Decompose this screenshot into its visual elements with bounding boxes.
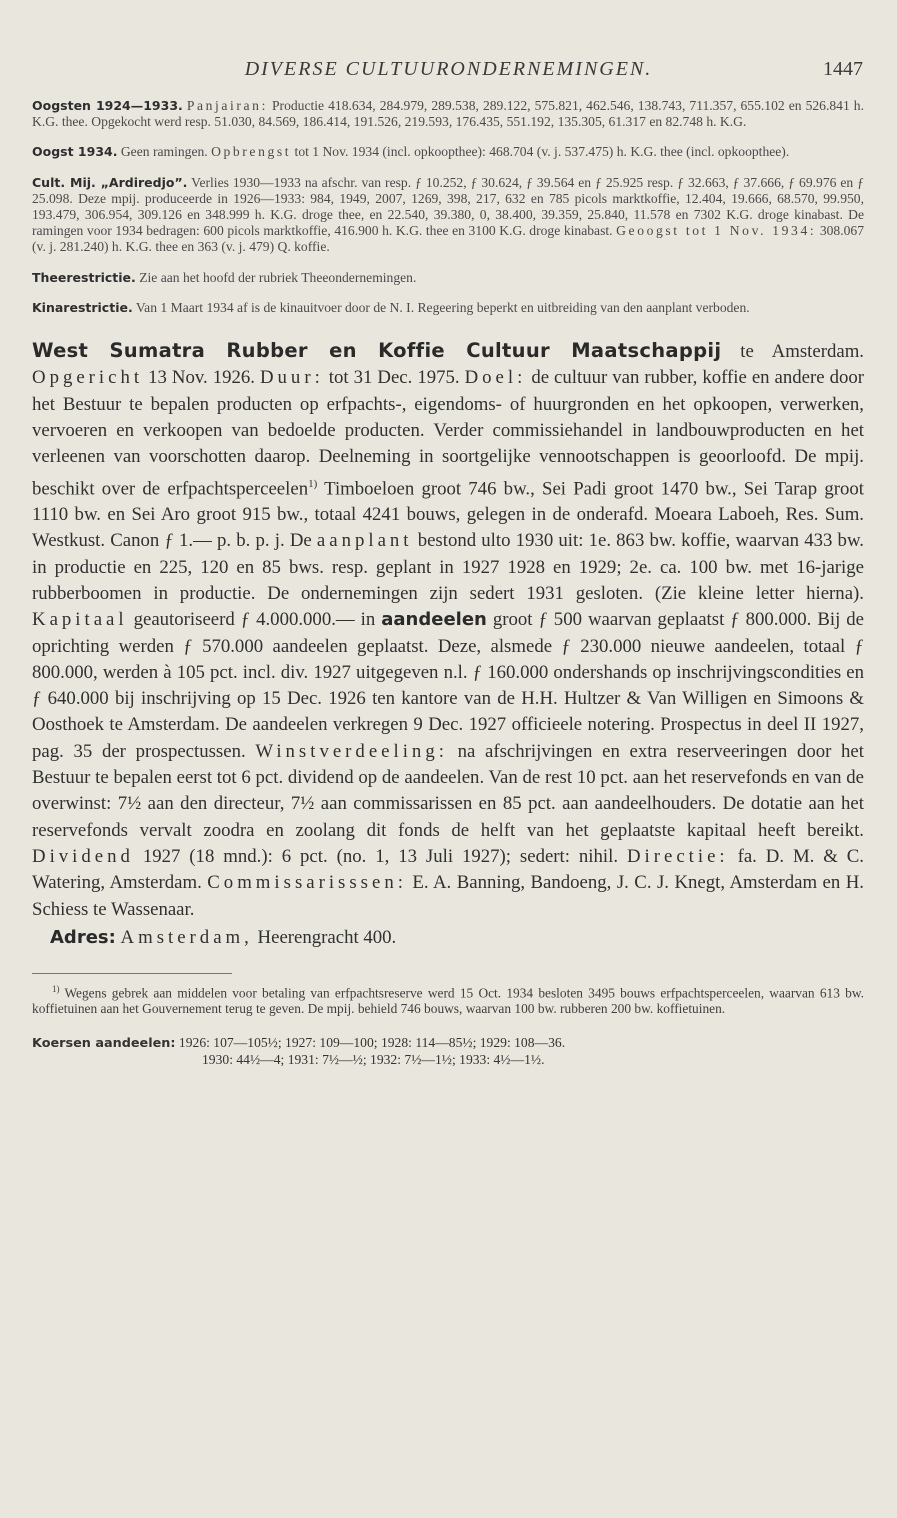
entry-label: Oogst 1934. — [32, 144, 118, 160]
spaced-keyword: Kapitaal — [32, 609, 128, 631]
spaced-keyword: Commissarisssen: — [207, 872, 407, 894]
share-prices-line-2: 1930: 44½—4; 1931: 7½—½; 1932: 7½—1½; 1933: 4½—1½. — [202, 1052, 545, 1068]
entry-paragraph — [32, 270, 864, 286]
text-run: tot 1 Nov. 1934 (incl. opkoopthee): 468.704 (v. j. 537.475) h. K.G. thee (incl. opkoopthee). — [291, 144, 790, 160]
footnote-divider — [32, 973, 232, 974]
entry-paragraph — [32, 300, 864, 316]
text-run: geautoriseerd ƒ 4.000.000.— in — [127, 609, 382, 631]
company-name: West Sumatra Rubber en Koffie Cultuur Maatschappij — [32, 339, 722, 363]
entry-label: Kinarestrictie. — [32, 299, 133, 315]
company-entry — [32, 338, 864, 951]
address-label: Adres: — [50, 926, 116, 948]
spaced-keyword: Opgericht — [32, 367, 144, 389]
footnote-marker: 1) — [52, 984, 60, 995]
text-run: Productie 418.634, 284.979, 289.538, 289.122, 575.821, 462.546, 138.743, 711.357, 655.102 en 526.841 h. K.G. thee. Opgekocht werd resp. 51.030, 84.569, 186.414, 191.526, 219.593, 176.435, 551.192, 135.305, 61.317 en 82.748 h. K.G. — [32, 98, 864, 130]
text-run: Van 1 Maart 1934 af is de kinauitvoer door de N. I. Regeering beperkt en uitbreiding van den aanplant verboden. — [132, 299, 750, 315]
entry-label: Cult. Mij. „Ardiredjo”. — [32, 174, 188, 190]
spaced-keyword: aanplant — [316, 530, 413, 552]
share-prices — [32, 1035, 864, 1069]
text-run: 1927 (18 mnd.): 6 pct. (no. 1, 13 Juli 1927); sedert: nihil. — [133, 845, 627, 867]
text-run: Geen ramingen. — [117, 144, 212, 160]
page-number: 1447 — [823, 58, 863, 80]
text-run: bestond ulto 1930 uit: 1e. 863 bw. koffie, waarvan 433 bw. in productie en 225, 120 en 85 bws. resp. geplant in 1927 1928 en 1929; 2e. ca. 100 bw. met 16-jarige rubberboomen in productie. De ondernemingen zijn sedert 1931 gesloten. (Zie kleine letter hierna). — [32, 530, 864, 604]
text-run: Zie aan het hoofd der rubriek Theeondernemingen. — [135, 269, 417, 285]
spaced-keyword: Panjairan: — [186, 98, 268, 113]
footnote — [32, 982, 864, 1017]
spaced-keyword: Doel: — [464, 367, 527, 389]
entry-paragraph — [32, 175, 864, 256]
text-run: tot 31 Dec. 1975. — [323, 367, 465, 389]
text-run: 13 Nov. 1926. — [143, 367, 260, 389]
spaced-keyword: Winstverdeeling: — [255, 740, 448, 762]
running-title: DIVERSE CULTUURONDERNEMINGEN. — [244, 58, 653, 80]
bold-keyword: aandeelen — [381, 609, 487, 631]
text-run: E. A. Banning, Bandoeng, J. C. J. Knegt, Amsterdam en H. Schiess te Wassenaar. — [32, 872, 864, 920]
entry-label: Theerestrictie. — [32, 269, 136, 285]
small-print-entries — [32, 98, 864, 316]
spaced-keyword: Duur: — [259, 367, 324, 389]
page-header — [0, 58, 897, 88]
text-run: 308.067 (v. j. 281.240) h. K.G. thee en 363 (v. j. 479) Q. koffie. — [32, 223, 864, 255]
share-prices-line-1: 1926: 107—105½; 1927: 109—100; 1928: 114—85½; 1929: 108—36. — [175, 1034, 566, 1050]
share-prices-label: Koersen aandeelen: — [32, 1035, 176, 1051]
text-run: na afschrijvingen en extra reserveeringen door het Bestuur te bepalen eerst tot 6 pct. dividend op de aandeelen. Van de rest 10 pct. aan het reservefonds en van de overwinst: 7½ aan den directeur, 7½ aan commissarissen en 85 pct. aan aandeelhouders. De dotatie aan het reservefonds vervalt zoodra en zoolang dit fonds de helft van het geplaatste kapitaal heeft bereikt. — [32, 740, 864, 841]
entry-paragraph — [32, 98, 864, 130]
entry-label: Oogsten 1924—1933. — [32, 98, 183, 113]
address-city: Amsterdam, — [120, 926, 253, 948]
footnote-text: Wegens gebrek aan middelen voor betaling van erfpachtsreserve werd 15 Oct. 1934 besloten 3495 bouws erfpachtsperceelen, waarvan 613 bw. koffietuinen aan het Gouvernement terug te geven. De mpij. behield 746 bouws, waarvan 100 bw. rubberen 200 bw. koffietuinen. — [32, 985, 864, 1017]
text-run: de cultuur van rubber, koffie en andere door het Bestuur te bepalen producten op erfpachts-, eigendoms- of huurgronden en het opkoopen, verwerken, vervoeren en verkoopen van bedoelde producten. Verder commissiehandel in landbouwproducten en het verleenen van voorschotten daarop. Deelneming in soortgelijke vennootschappen is geoorloofd. De mpij. beschikt over de erfpachtsperceelen — [32, 367, 865, 499]
company-paragraph — [32, 338, 864, 923]
page-content — [32, 98, 864, 1069]
spaced-keyword: Geoogst tot 1 Nov. 1934: — [616, 223, 817, 239]
entry-paragraph — [32, 144, 864, 160]
text-run: te Amsterdam. — [721, 341, 864, 363]
text-run: groot ƒ 500 waarvan geplaatst ƒ 800.000. Bij de oprichting werden ƒ 570.000 aandeelen geplaatst. Deze, alsmede ƒ 230.000 nieuwe aandeelen, totaal ƒ 800.000, werden à 105 pct. incl. div. 1927 uitgegeven n.l. ƒ 160.000 ondershands op inschrijvingscondities en ƒ 640.000 bij inschrijving op 15 Dec. 1926 ten kantore van de H.H. Hultzer & Van Willigen en Simoons & Oosthoek te Amsterdam. De aandeelen verkregen 9 Dec. 1927 officieele notering. Prospectus in deel II 1927, pag. 35 der prospectussen. — [32, 609, 864, 762]
spaced-keyword: Dividend — [32, 845, 134, 867]
address-street: Heerengracht 400. — [252, 926, 397, 948]
text-run: Timboeloen groot 746 bw., Sei Padi groot 1470 bw., Sei Tarap groot 1110 bw. en Sei Aro groot 915 bw., totaal 4241 bouws, gelegen in de onderafd. Moeara Laboeh, Res. Sum. Westkust. Canon ƒ 1.— p. b. p. j. De — [32, 477, 864, 552]
spaced-keyword: Opbrengst — [211, 144, 292, 160]
footnote-reference: 1) — [308, 477, 318, 490]
spaced-keyword: Directie: — [626, 845, 729, 867]
text-run: Verlies 1930—1933 na afschr. van resp. ƒ 10.252, ƒ 30.624, ƒ 39.564 en ƒ 25.925 resp. ƒ 32.663, ƒ 37.666, ƒ 69.976 en ƒ 25.098. Deze mpij. produceerde in 1926—1933: 984, 1949, 2007, 1269, 398, 217, 632 en 785 picols marktkoffie, 12.404, 19.666, 68.570, 99.950, 193.479, 306.954, 309.126 en 348.999 h. K.G. droge thee, en 22.540, 39.380, 0, 38.400, 39.359, 25.840, 11.578 en 7302 K.G. droge kinabast. De ramingen voor 1934 bedragen: 600 picols marktkoffie, 416.900 h. K.G. thee en 3100 K.G. droge kinabast. — [32, 174, 865, 239]
company-address — [32, 925, 864, 951]
text-run: fa. D. M. & C. Watering, Amsterdam. — [32, 845, 865, 894]
